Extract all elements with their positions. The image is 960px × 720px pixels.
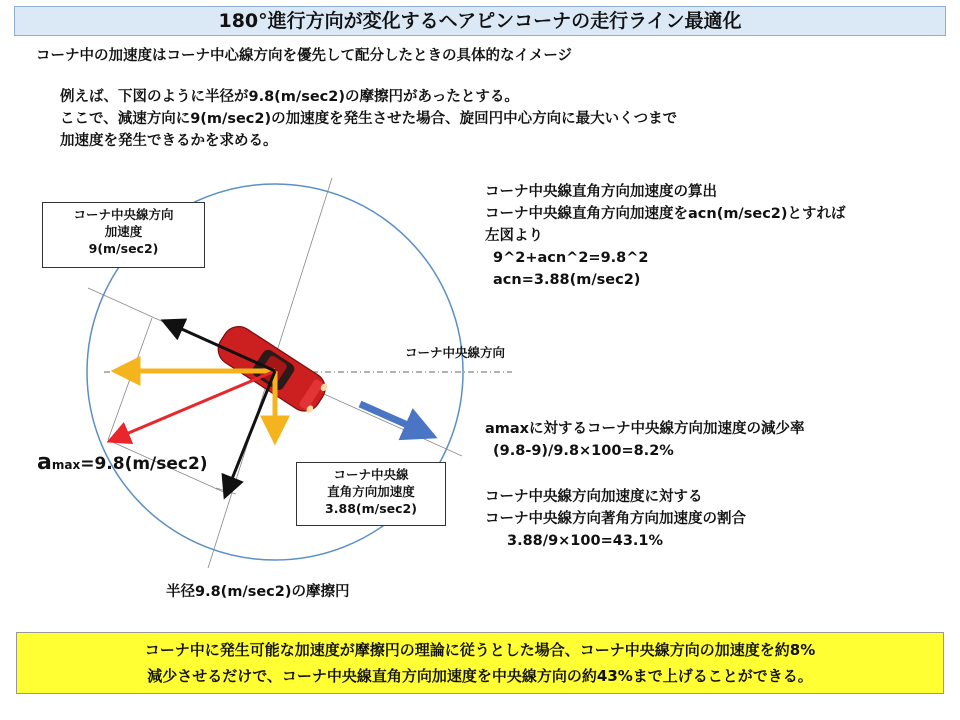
calc-block bbox=[485, 181, 846, 291]
center-line-acceleration-box bbox=[42, 202, 205, 268]
perpendicular-acceleration-box bbox=[296, 462, 446, 526]
page-subtitle: コーナ中の加速度はコーナ中心線方向を優先して配分したときの具体的なイメージ bbox=[36, 48, 573, 64]
box-center-line-3: 9(m/sec2) bbox=[88, 241, 159, 256]
calc-line-2: 左図より bbox=[485, 228, 543, 244]
reduction-rate-block bbox=[485, 418, 805, 462]
box-center-line-1: コーナ中央線方向 bbox=[73, 207, 174, 222]
ratio-line-2: コーナ中央線方向著角方向加速度の割合 bbox=[485, 511, 746, 527]
page-title: 180°進行方向が変化するヘアピンコーナの走行ライン最適化 bbox=[14, 6, 946, 36]
intro-line-1: 例えば、下図のように半径が9.8(m/sec2)の摩擦円があったとする。 bbox=[60, 89, 519, 105]
blue-direction-arrow bbox=[360, 404, 428, 434]
calc-equation-2: acn=3.88(m/sec2) bbox=[493, 272, 641, 288]
summary-line-2: 減少させるだけで、コーナ中央線直角方向加速度を中央線方向の約43%まで上げることができる。 bbox=[147, 667, 813, 685]
reduction-heading: amaxに対するコーナ中央線方向加速度の減少率 bbox=[485, 421, 805, 437]
direction-label: コーナ中央線方向 bbox=[405, 345, 506, 360]
calc-line-1: コーナ中央線直角方向加速度をacn(m/sec2)とすれば bbox=[485, 206, 846, 222]
intro-line-2: ここで、減速方向に9(m/sec2)の加速度を発生させた場合、旋回円中心方向に最大いくつまで bbox=[60, 111, 678, 127]
projection-guide-1 bbox=[108, 318, 152, 440]
calc-equation-1: 9^2+acn^2=9.8^2 bbox=[493, 250, 649, 266]
amax-value: =9.8(m/sec2) bbox=[80, 454, 208, 474]
ratio-block bbox=[485, 486, 746, 552]
box-perp-line-2: 直角方向加速度 bbox=[327, 484, 415, 499]
intro-line-3: 加速度を発生できるかを求める。 bbox=[60, 133, 278, 149]
reduction-equation: (9.8-9)/9.8×100=8.2% bbox=[493, 443, 674, 459]
amax-subscript: max bbox=[51, 458, 81, 472]
friction-circle-label: 半径9.8(m/sec2)の摩擦円 bbox=[166, 584, 350, 600]
ratio-line-1: コーナ中央線方向加速度に対する bbox=[485, 489, 703, 505]
ratio-equation: 3.88/9×100=43.1% bbox=[507, 533, 664, 549]
amax-label bbox=[37, 450, 208, 475]
box-center-line-2: 加速度 bbox=[104, 224, 143, 239]
summary-banner bbox=[16, 632, 944, 694]
box-perp-line-3: 3.88(m/sec2) bbox=[325, 501, 417, 516]
calc-heading: コーナ中央線直角方向加速度の算出 bbox=[485, 184, 717, 200]
box-perp-line-1: コーナ中央線 bbox=[333, 467, 409, 482]
summary-line-1: コーナ中に発生可能な加速度が摩擦円の理論に従うとした場合、コーナ中央線方向の加速度を約8% bbox=[144, 641, 816, 659]
amax-symbol: a bbox=[37, 450, 52, 475]
